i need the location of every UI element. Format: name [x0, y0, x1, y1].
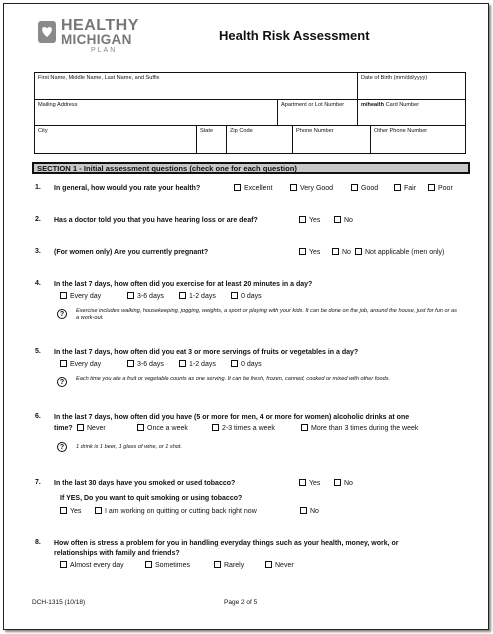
- logo-text-michigan: MICHIGAN: [61, 32, 132, 47]
- option-label: Sometimes: [155, 562, 191, 569]
- checkbox[interactable]: [351, 184, 358, 191]
- q8-option-rarely[interactable]: [214, 561, 244, 570]
- section-1-title: SECTION 1 - Initial assessment questions (check one for each question): [37, 164, 297, 173]
- checkbox[interactable]: [60, 507, 67, 514]
- q4-option-0-days[interactable]: [231, 292, 262, 301]
- q1-text: In general, how would you rate your health?: [54, 185, 201, 192]
- q3-option-not-applicable[interactable]: [355, 248, 444, 257]
- option-label: No: [344, 217, 353, 224]
- q6-number: 6.: [35, 413, 41, 420]
- q4-number: 4.: [35, 280, 41, 287]
- q6-option-once-a-week[interactable]: [137, 424, 188, 433]
- city-label: City: [38, 128, 48, 134]
- option-label: Not applicable (men only): [365, 249, 445, 256]
- q8-option-never[interactable]: [265, 561, 294, 570]
- page-number: Page 2 of 5: [224, 599, 258, 606]
- checkbox[interactable]: [394, 184, 401, 191]
- q6-option-more-than-3[interactable]: [301, 424, 418, 433]
- checkbox[interactable]: [299, 248, 306, 255]
- q5-option-0-days[interactable]: [231, 360, 262, 369]
- option-label: 2-3 times a week: [222, 425, 275, 432]
- option-label: Fair: [404, 185, 417, 192]
- checkbox[interactable]: [127, 292, 134, 299]
- card-label: Card Number: [384, 102, 420, 108]
- card-number-field[interactable]: [358, 100, 465, 126]
- apt-field[interactable]: [278, 100, 358, 126]
- q2-number: 2.: [35, 216, 41, 223]
- checkbox[interactable]: [77, 424, 84, 431]
- q3-text: (For women only) Are you currently pregnant?: [54, 249, 209, 256]
- dob-label: Date of Birth (mm/dd/yyyy): [361, 75, 428, 81]
- option-label: 3-6 days: [137, 293, 164, 300]
- q7-sub-option-working-on-quitting[interactable]: [95, 507, 257, 516]
- option-label: Every day: [70, 361, 102, 368]
- apt-label: Apartment or Lot Number: [281, 102, 345, 108]
- checkbox[interactable]: [127, 360, 134, 367]
- checkbox[interactable]: [231, 292, 238, 299]
- q3-option-yes[interactable]: [299, 248, 320, 257]
- checkbox[interactable]: [137, 424, 144, 431]
- q4-text: In the last 7 days, how often did you exercise for at least 20 minutes in a day?: [54, 281, 313, 288]
- q1-number: 1.: [35, 184, 41, 191]
- checkbox[interactable]: [334, 216, 341, 223]
- heart-logo-icon: [38, 21, 56, 43]
- dob-field[interactable]: [358, 73, 465, 100]
- checkbox[interactable]: [60, 292, 67, 299]
- q7-sub-text: If YES, Do you want to quit smoking or using tobacco?: [60, 495, 243, 502]
- option-label: 1-2 days: [189, 293, 216, 300]
- city-field[interactable]: [35, 126, 197, 153]
- q6-text-line1: In the last 7 days, how often did you have (5 or more for men, 4 or more for women) alcoholic drinks at one: [54, 414, 410, 421]
- q2-option-no[interactable]: [334, 216, 353, 225]
- q6-option-never[interactable]: [77, 424, 106, 433]
- q7-option-no[interactable]: [334, 479, 353, 488]
- q1-option-good[interactable]: [351, 184, 378, 193]
- q3-option-no[interactable]: [332, 248, 351, 257]
- checkbox[interactable]: [212, 424, 219, 431]
- option-label: More than 3 times during the week: [311, 425, 419, 432]
- q3-number: 3.: [35, 248, 41, 255]
- q2-text: Has a doctor told you that you have hearing loss or are deaf?: [54, 217, 258, 224]
- name-label: First Name, Middle Name, Last Name, and Suffix: [38, 75, 160, 81]
- option-label: Very Good: [300, 185, 334, 192]
- option-label: No: [342, 249, 351, 256]
- q5-text: In the last 7 days, how often did you eat 3 or more servings of fruits or vegetables in a day?: [54, 349, 359, 356]
- checkbox[interactable]: [60, 360, 67, 367]
- q6-note: 1 drink is 1 beer, 1 glass of wine, or 1 shot.: [76, 444, 183, 450]
- checkbox[interactable]: [234, 184, 241, 191]
- option-label: Once a week: [147, 425, 188, 432]
- option-label: No: [344, 480, 353, 487]
- card-label-bold: mihealth: [361, 102, 385, 108]
- q1-option-excellent[interactable]: [234, 184, 272, 193]
- option-label: Good: [361, 185, 379, 192]
- q5-option-3-6-days[interactable]: [127, 360, 164, 369]
- q5-number: 5.: [35, 348, 41, 355]
- checkbox[interactable]: [179, 292, 186, 299]
- question-circle-icon: ?: [57, 309, 67, 319]
- option-label: Yes: [70, 508, 82, 515]
- option-label: No: [310, 508, 319, 515]
- option-label: Never: [87, 425, 106, 432]
- option-label: Excellent: [244, 185, 273, 192]
- form-page: [3, 3, 489, 630]
- checkbox[interactable]: [301, 424, 308, 431]
- option-label: Yes: [309, 480, 321, 487]
- checkbox[interactable]: [300, 507, 307, 514]
- q8-text-line2: relationships with family and friends?: [54, 550, 180, 557]
- q5-option-every-day[interactable]: [60, 360, 101, 369]
- address-field[interactable]: [35, 100, 278, 126]
- logo-text-plan: PLAN: [91, 47, 118, 54]
- q7-number: 7.: [35, 479, 41, 486]
- form-id: DCH-1315 (10/18): [32, 599, 86, 606]
- section-1-header: [32, 162, 470, 174]
- personal-info-grid: [34, 72, 466, 154]
- option-label: 0 days: [241, 293, 262, 300]
- question-circle-icon: ?: [57, 377, 67, 387]
- option-label: 1-2 days: [189, 361, 216, 368]
- option-label: Poor: [438, 185, 453, 192]
- q7-text: In the last 30 days have you smoked or used tobacco?: [54, 480, 236, 487]
- q8-option-sometimes[interactable]: [145, 561, 190, 570]
- q1-option-fair[interactable]: [394, 184, 416, 193]
- q7-sub-option-no[interactable]: [300, 507, 319, 516]
- question-circle-icon: ?: [57, 442, 67, 452]
- address-label: Mailing Address: [38, 102, 78, 108]
- logo-text-healthy: HEALTHY: [61, 17, 139, 34]
- q4-option-every-day[interactable]: [60, 292, 101, 301]
- checkbox[interactable]: [265, 561, 272, 568]
- q8-number: 8.: [35, 539, 41, 546]
- phone-field[interactable]: [293, 126, 371, 153]
- other-phone-label: Other Phone Number: [374, 128, 428, 134]
- q5-note: Each time you ate a fruit or vegetable counts as one serving. It can be fresh, frozen, canned, cooked or mixed with other foods.: [76, 376, 391, 382]
- checkbox[interactable]: [428, 184, 435, 191]
- q1-option-very-good[interactable]: [290, 184, 333, 193]
- checkbox[interactable]: [214, 561, 221, 568]
- name-field[interactable]: [35, 73, 358, 100]
- option-label: 0 days: [241, 361, 262, 368]
- checkbox[interactable]: [332, 248, 339, 255]
- page-title: Health Risk Assessment: [219, 28, 370, 43]
- checkbox[interactable]: [95, 507, 102, 514]
- checkbox[interactable]: [179, 360, 186, 367]
- checkbox[interactable]: [299, 479, 306, 486]
- checkbox[interactable]: [290, 184, 297, 191]
- q8-option-almost-every-day[interactable]: [60, 561, 124, 570]
- q2-option-yes[interactable]: [299, 216, 320, 225]
- zip-field[interactable]: [227, 126, 293, 153]
- q7-sub-option-yes[interactable]: [60, 507, 81, 516]
- q8-text-line1: How often is stress a problem for you in handling everyday things such as your health, money, work, or: [54, 540, 399, 547]
- q4-option-3-6-days[interactable]: [127, 292, 164, 301]
- q6-text-line2: time?: [54, 425, 73, 432]
- checkbox[interactable]: [145, 561, 152, 568]
- state-label: State: [200, 128, 214, 134]
- option-label: Every day: [70, 293, 102, 300]
- option-label: Yes: [309, 217, 321, 224]
- other-phone-field[interactable]: [371, 126, 465, 153]
- q4-note: Exercise includes walking, housekeeping, jogging, weights, a sport or playing with your kids. It can be done on the job, around the house, just for fun or as a work-out.: [76, 308, 457, 321]
- option-label: Yes: [309, 249, 321, 256]
- zip-label: Zip Code: [230, 128, 253, 134]
- state-field[interactable]: [197, 126, 227, 153]
- checkbox[interactable]: [60, 561, 67, 568]
- option-label: I am working on quitting or cutting back right now: [105, 508, 257, 515]
- checkbox[interactable]: [355, 248, 362, 255]
- option-label: Almost every day: [70, 562, 124, 569]
- option-label: 3-6 days: [137, 361, 164, 368]
- checkbox[interactable]: [299, 216, 306, 223]
- option-label: Never: [275, 562, 294, 569]
- phone-label: Phone Number: [296, 128, 334, 134]
- q7-option-yes[interactable]: [299, 479, 320, 488]
- q6-option-2-3-times[interactable]: [212, 424, 275, 433]
- q5-option-1-2-days[interactable]: [179, 360, 216, 369]
- q4-option-1-2-days[interactable]: [179, 292, 216, 301]
- q1-option-poor[interactable]: [428, 184, 453, 193]
- option-label: Rarely: [224, 562, 245, 569]
- checkbox[interactable]: [334, 479, 341, 486]
- checkbox[interactable]: [231, 360, 238, 367]
